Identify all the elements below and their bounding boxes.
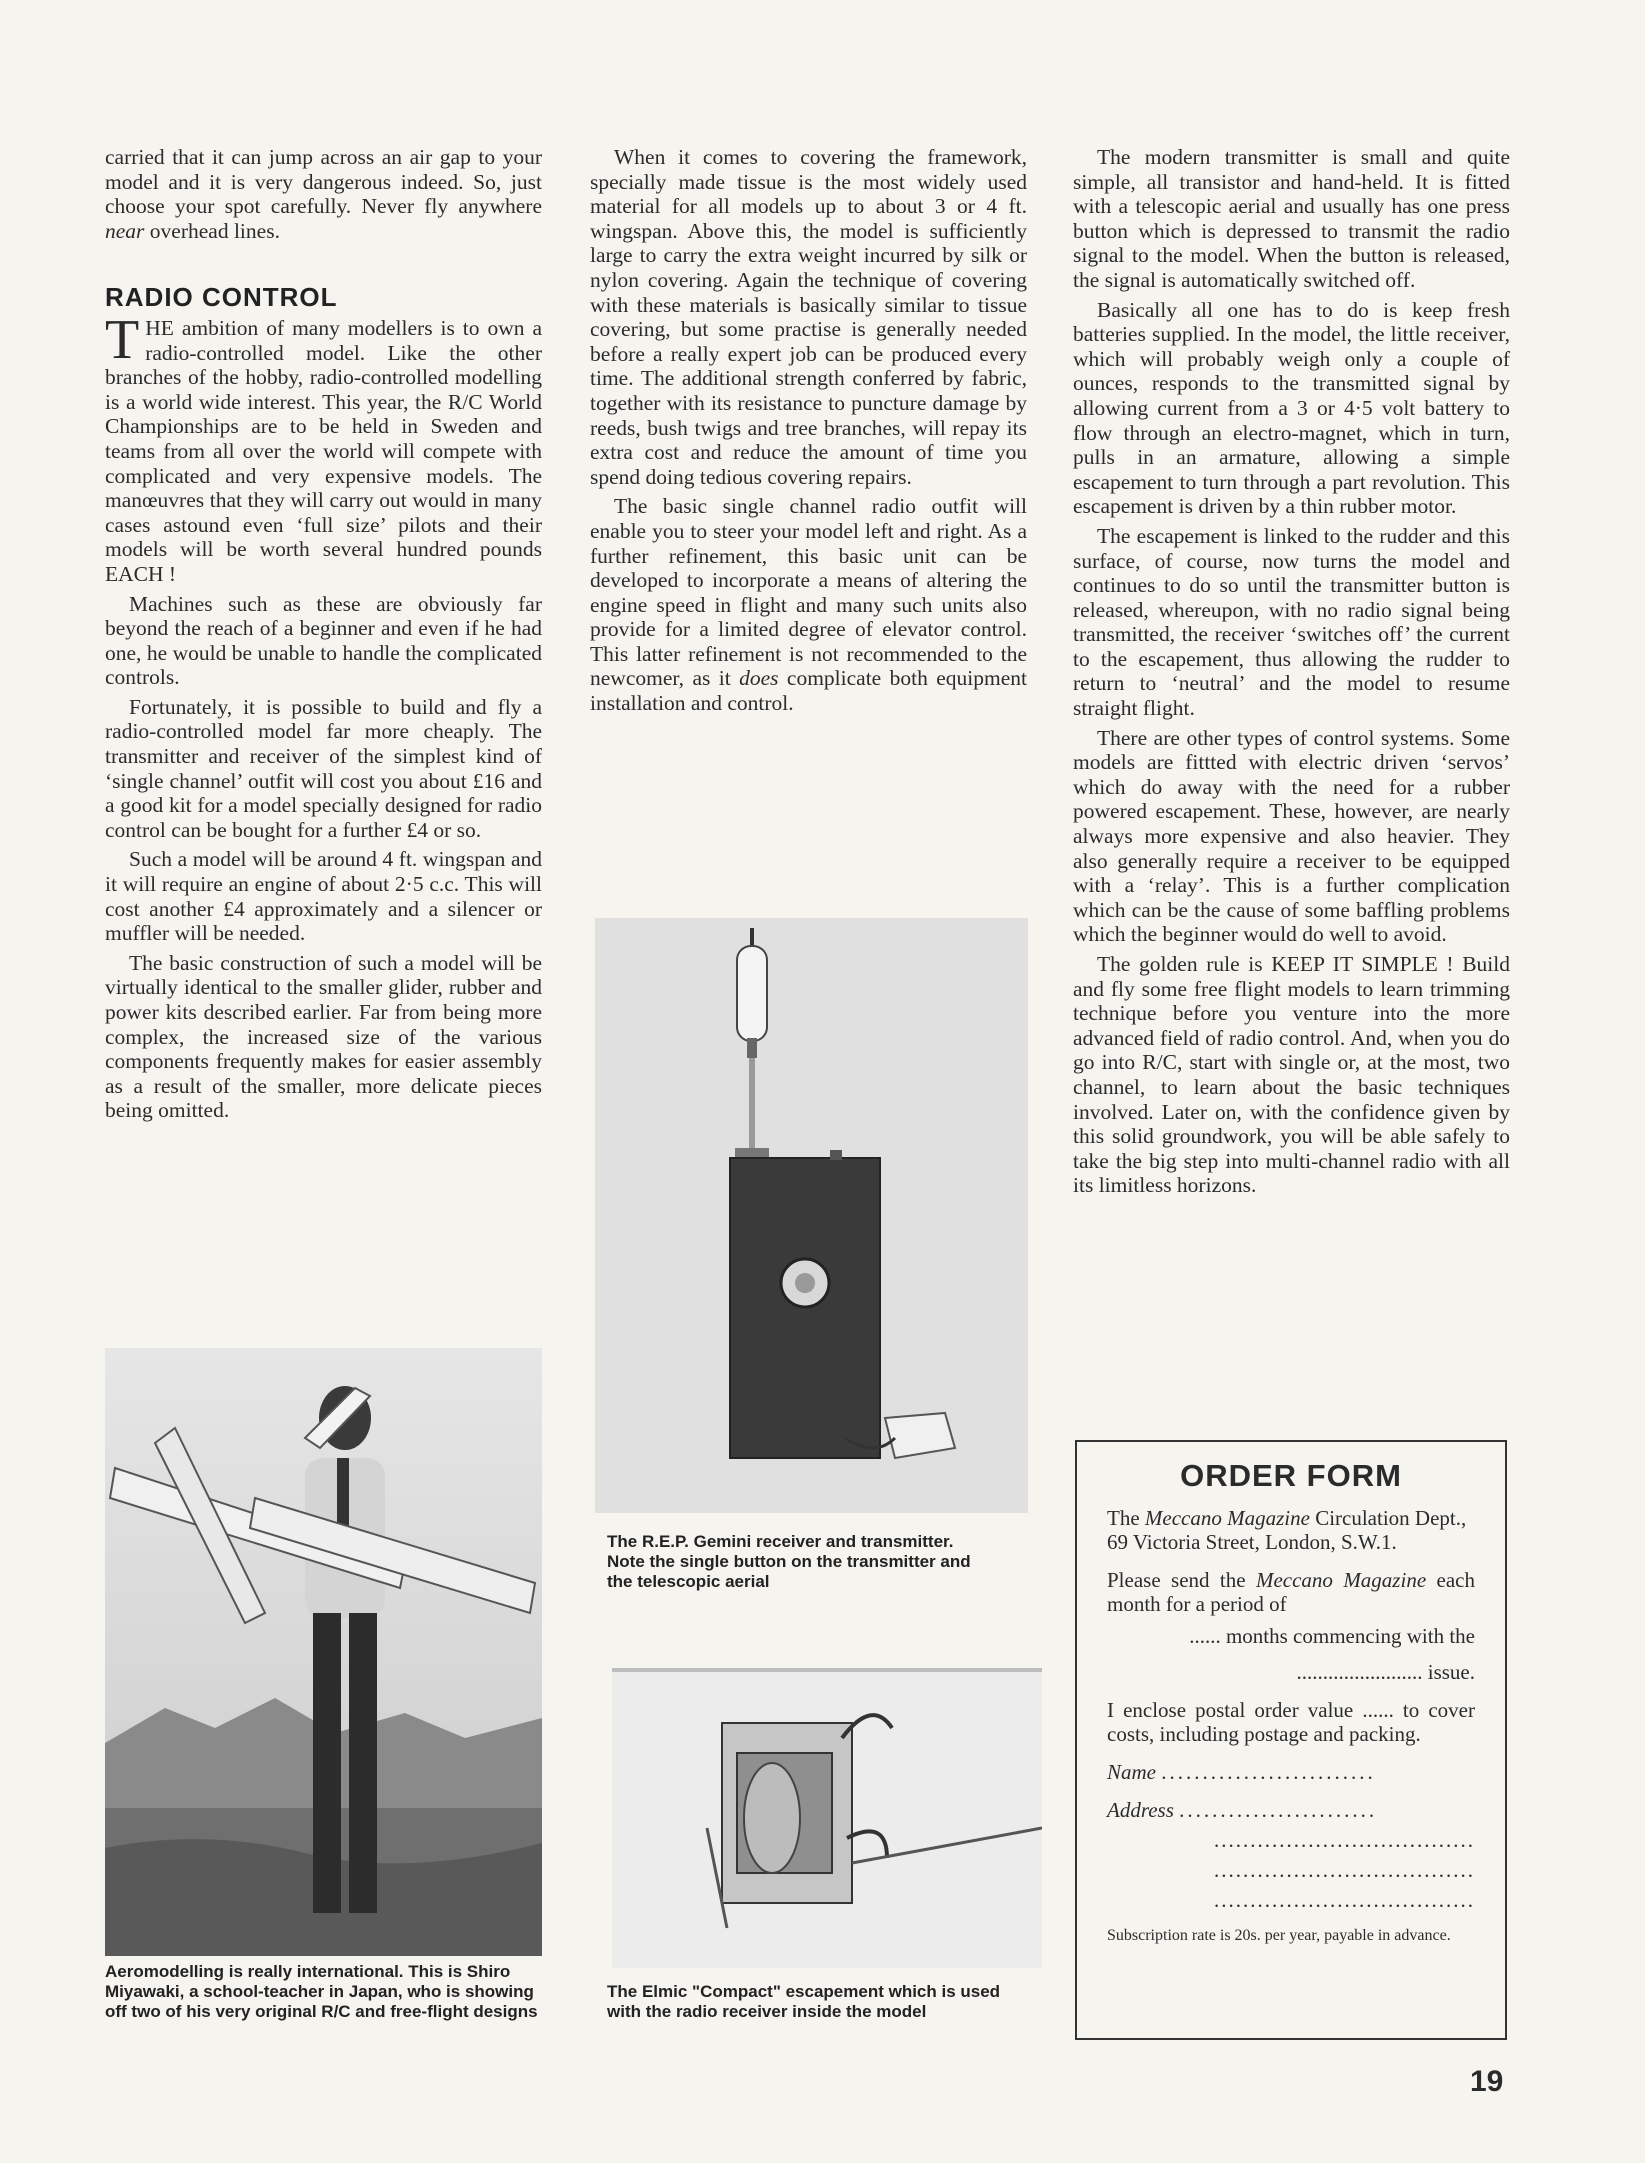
- escapement-image: [612, 1668, 1042, 1968]
- transmitter-image: [595, 918, 1028, 1513]
- paragraph: carried that it can jump across an air gap to your model and it is very dangerous indeed. So, just choose your spot carefully. Never fly anywhere near overhead lines.: [105, 145, 542, 243]
- order-address: The Meccano Magazine Circulation Dept., 69 Victoria Street, London, S.W.1.: [1107, 1506, 1467, 1554]
- paragraph: Such a model will be around 4 ft. wingspan and it will require an engine of about 2·5 c.c. This will cost another £4 approximately and a silencer or muffler will be needed.: [105, 847, 542, 946]
- transmitter-photo: [595, 918, 1028, 1513]
- address-line[interactable]: ....................................: [1214, 1858, 1475, 1882]
- escapement-photo: [612, 1668, 1042, 1968]
- postal-order-field[interactable]: I enclose postal order value ...... to cover costs, including postage and packing.: [1107, 1698, 1475, 1746]
- paragraph: The basic construction of such a model will be virtually identical to the smaller glider, rubber and power kits described earlier. Far from being more complex, the increased size of the various components frequently makes for easier assembly as a result of the smaller, more delicate pieces being omitted.: [105, 950, 542, 1123]
- paragraph: There are other types of control systems. Some models are fittted with electric driven ‘servos’ which do away with the need for a rubber powered escapement. These, however, are nearly always more expensive and also heavier. They also generally require a receiver to be equipped with a ‘relay’. This is a further complication which can be the cause of some baffling problems which the beginner would do well to avoid.: [1073, 725, 1510, 947]
- column-3: [1073, 145, 1510, 1203]
- paragraph: The escapement is linked to the rudder and this surface, of course, now turns the model and continues to do so until the transmitter button is released, whereupon, with no radio signal being transmitted, the receiver ‘switches off’ the current to the escapement, thus allowing the rudder to return to ‘neutral’ and the model to resume straight flight.: [1073, 523, 1510, 721]
- column-2: [590, 145, 1027, 721]
- order-request: Please send the Meccano Magazine each month for a period of: [1107, 1568, 1475, 1616]
- address-line[interactable]: ....................................: [1214, 1888, 1475, 1912]
- transmitter-caption: The R.E.P. Gemini receiver and transmitter. Note the single button on the transmitter and the telescopic aerial: [607, 1532, 971, 1591]
- months-field[interactable]: ...... months commencing with the: [1189, 1624, 1475, 1648]
- paragraph: The modern transmitter is small and quite simple, all transistor and hand-held. It is fitted with a telescopic aerial and usually has one press button which is depressed to transmit the radio signal to the model. When the button is released, the signal is automatically switched off.: [1073, 145, 1510, 292]
- modeller-photo: [105, 1348, 542, 1956]
- address-line[interactable]: ....................................: [1214, 1828, 1475, 1852]
- name-field[interactable]: Name ..........................: [1107, 1760, 1376, 1784]
- modeller-caption: Aeromodelling is really international. This is Shiro Miyawaki, a school-teacher in Japan, who is showing off two of his very original R/C and free-flight designs: [105, 1962, 538, 2021]
- paragraph: The basic single channel radio outfit will enable you to steer your model left and right. As a further refinement, this basic unit can be developed to incorporate a means of altering the engine speed in flight and many such units also provide for a limited degree of elevator control. This latter refinement is not recommended to the newcomer, as it does complicate both equipment installation and control.: [590, 494, 1027, 716]
- page-number: 19: [1470, 2065, 1504, 2098]
- order-form: [1075, 1440, 1507, 2040]
- subscription-note: Subscription rate is 20s. per year, payable in advance.: [1107, 1927, 1451, 1944]
- address-field[interactable]: Address ........................: [1107, 1798, 1378, 1822]
- paragraph: Fortunately, it is possible to build and fly a radio-controlled model far more cheaply. The transmitter and receiver of the simplest kind of ‘single channel’ outfit will cost you about £16 and a good kit for a model specially designed for radio control can be bought for a further £4 or so.: [105, 694, 542, 842]
- paragraph: When it comes to covering the framework, specially made tissue is the most widely used material for all models up to about 3 or 4 ft. wingspan. Above this, the model is sufficiently large to carry the extra weight incurred by silk or nylon covering. Again the technique of covering with these materials is basically similar to tissue covering, but some practise is generally needed before a really expert job can be produced every time. The additional strength conferred by fabric, together with its resistance to puncture damage by reeds, bush twigs and tree branches, will repay its extra cost and reduce the amount of time you spend doing tedious covering repairs.: [590, 145, 1027, 489]
- section-heading: RADIO CONTROL: [105, 282, 338, 313]
- modeller-image: [105, 1348, 542, 1956]
- issue-field[interactable]: ........................ issue.: [1296, 1660, 1475, 1684]
- order-form-title: ORDER FORM: [1180, 1458, 1402, 1493]
- paragraph: The golden rule is KEEP IT SIMPLE ! Build and fly some free flight models to learn trimming technique before you venture into the more advanced field of radio control. And, when you do go into R/C, start with single or, at the most, two channel, to learn about the basic techniques involved. Later on, with the confidence given by this solid groundwork, you will be able safely to take the big step into multi-channel radio with all its limitless horizons.: [1073, 952, 1510, 1198]
- paragraph: Basically all one has to do is keep fresh batteries supplied. In the model, the little receiver, which will probably weigh only a couple of ounces, responds to the transmitted signal by allowing current from a 3 or 4·5 volt battery to flow through an electro-magnet, which in turn, pulls in an armature, allowing a simple escapement to turn through a part revolution. This escapement is driven by a thin rubber motor.: [1073, 297, 1510, 519]
- paragraph: THE ambition of many modellers is to own a radio-controlled model. Like the other branches of the hobby, radio-controlled modelling is a world wide interest. This year, the R/C World Championships are to be held in Sweden and teams from all over the world will compete with complicated and very expensive models. The manœuvres that they will carry out would in many cases astound even ‘full size’ pilots and their models will be worth several hundred pounds EACH !: [105, 308, 542, 586]
- paragraph: Machines such as these are obviously far beyond the reach of a beginner and even if he had one, he would be unable to handle the complicated controls.: [105, 591, 542, 690]
- column-1: [105, 145, 542, 1128]
- drop-cap: T: [105, 308, 140, 371]
- escapement-caption: The Elmic "Compact" escapement which is used with the radio receiver inside the model: [607, 1982, 1001, 2021]
